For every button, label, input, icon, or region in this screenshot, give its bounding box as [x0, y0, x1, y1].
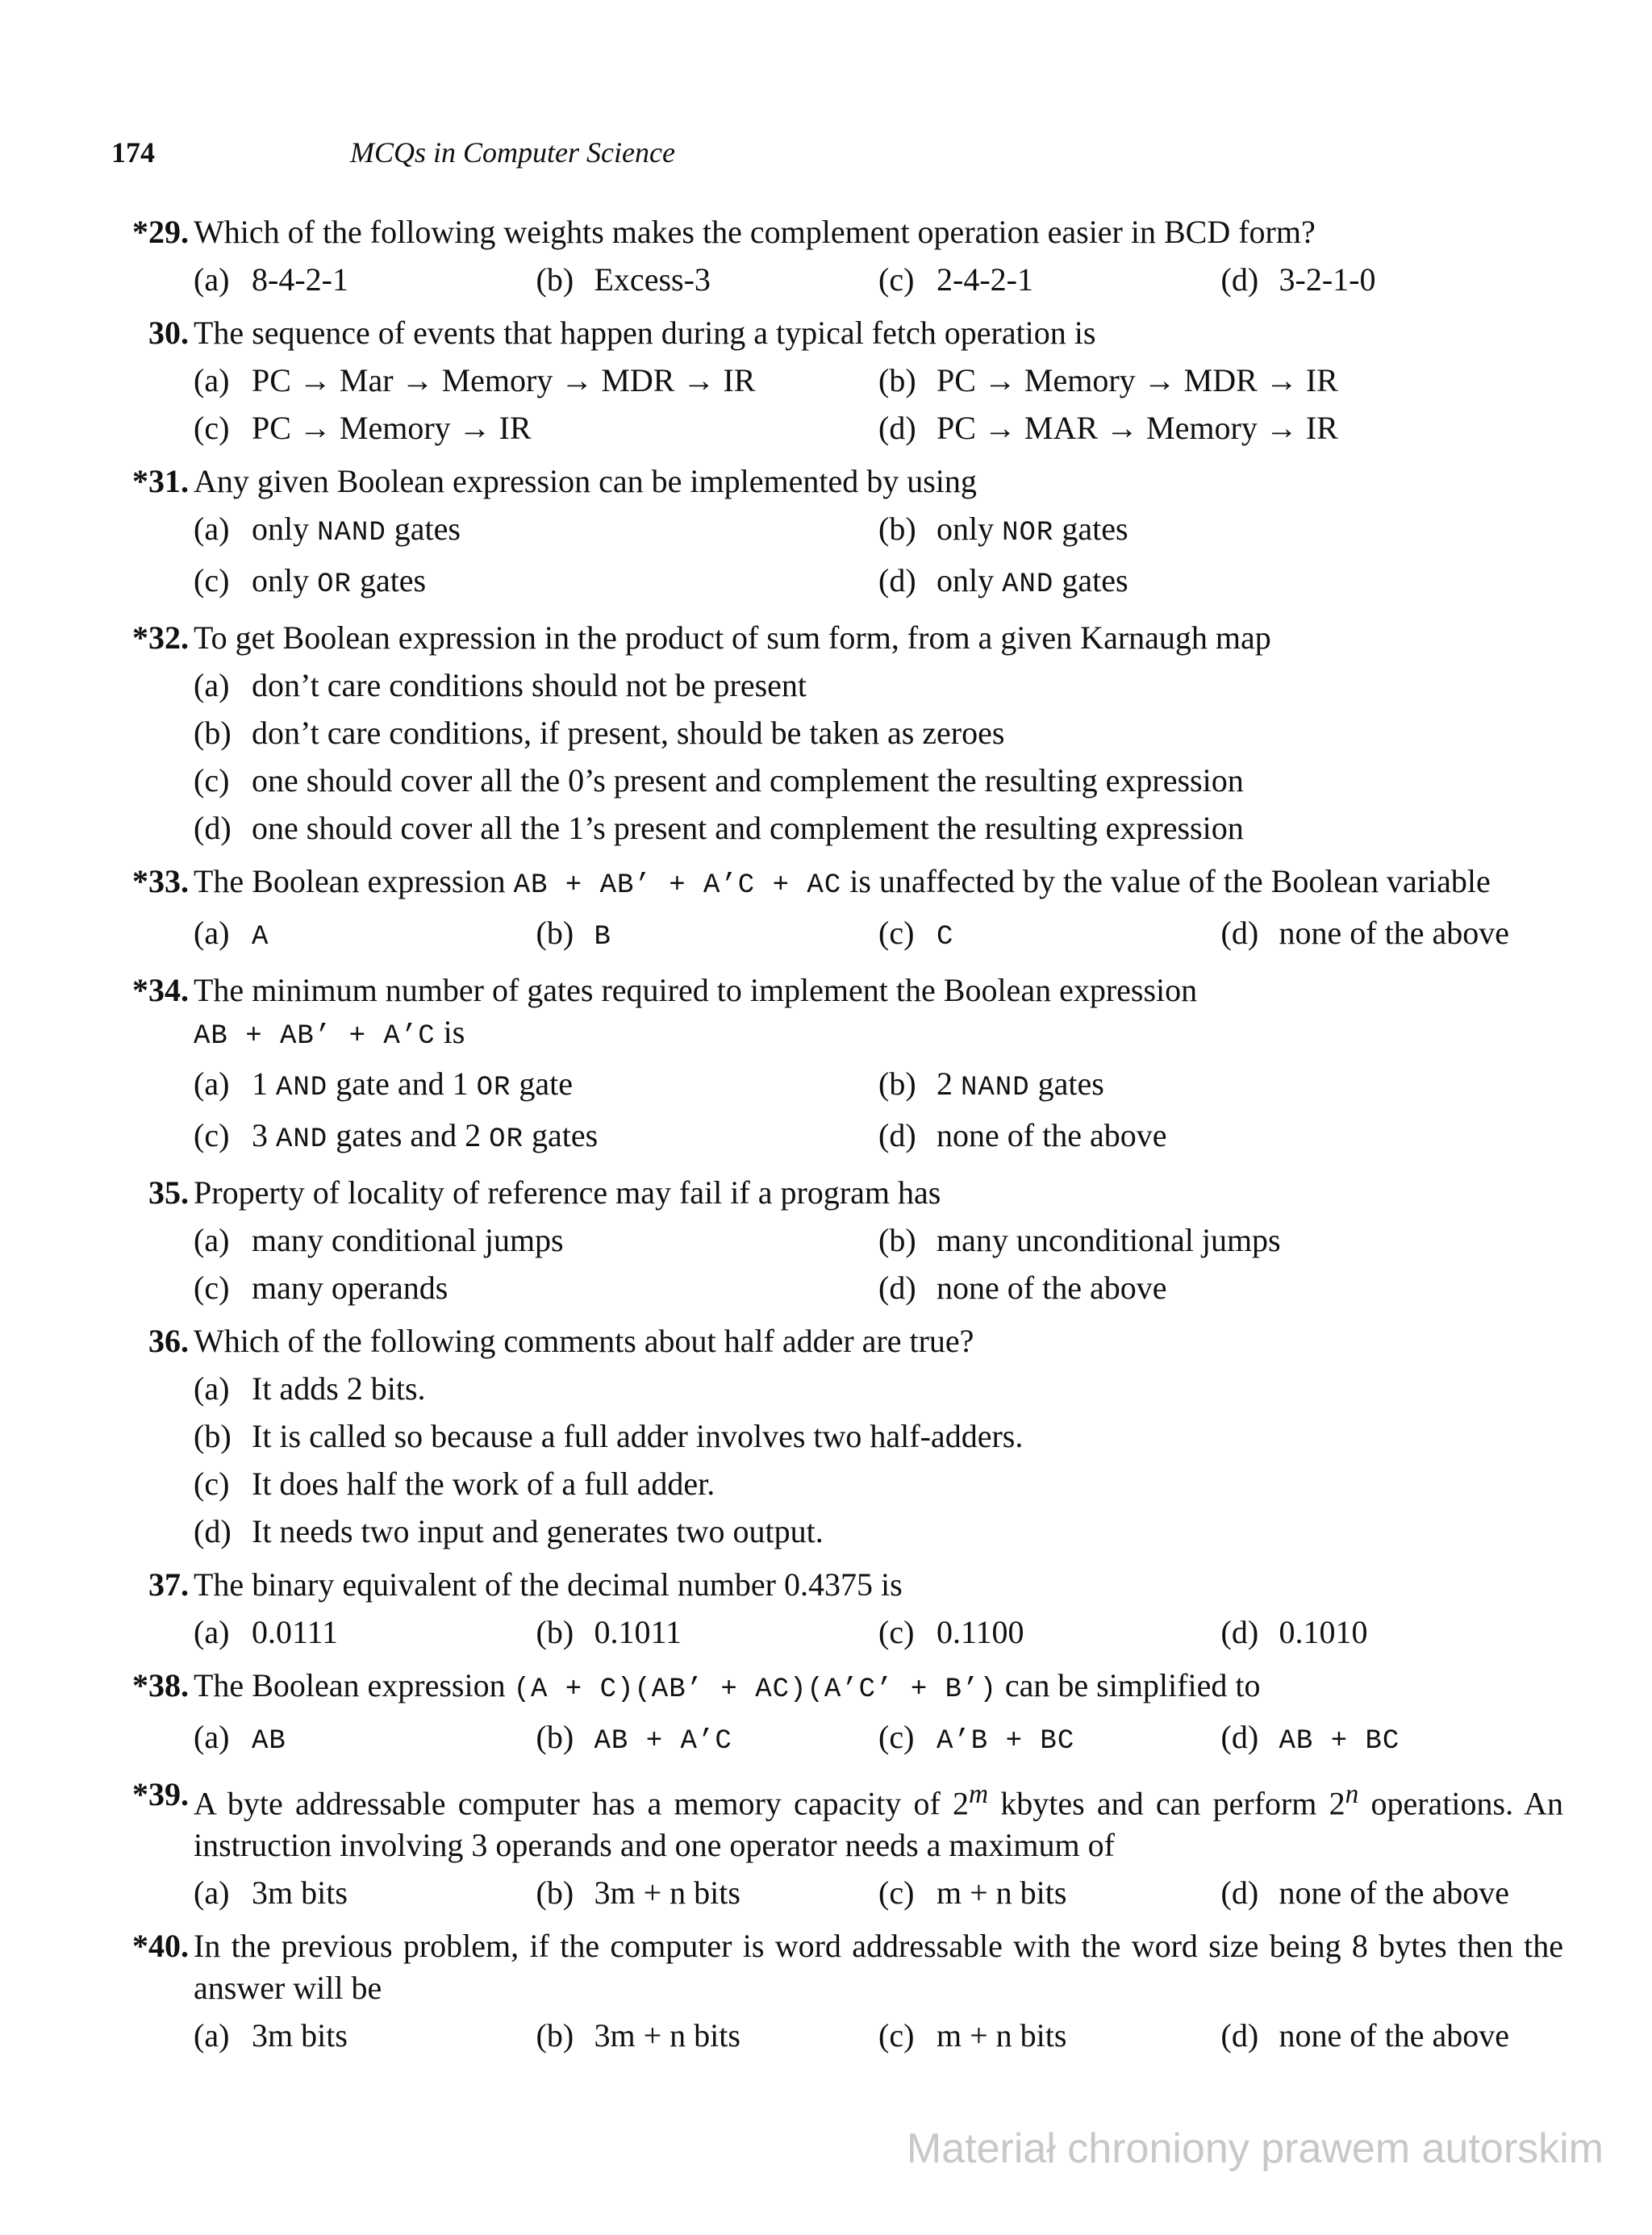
option-label: (b): [878, 362, 916, 398]
option-label: (a): [194, 1222, 230, 1258]
option-text: B: [594, 922, 611, 953]
option-label: (a): [194, 915, 230, 951]
option-b: [536, 1716, 879, 1762]
option-text: Excess-3: [594, 261, 711, 298]
stem-text: The Boolean expression: [194, 863, 514, 899]
option-text: gate: [511, 1065, 574, 1102]
option-text: 0.0111: [252, 1614, 339, 1650]
option-b: [536, 1872, 879, 1914]
question-stem: [194, 1665, 1563, 1711]
option-label: (b): [536, 1614, 574, 1650]
option-text: none of the above: [1279, 915, 1509, 951]
option-list: [194, 360, 1563, 455]
option-label: (c): [878, 1614, 915, 1650]
option-label: (b): [536, 915, 574, 951]
option-text: only: [937, 511, 1003, 547]
option-b: [878, 360, 1563, 402]
question-stem: [194, 1774, 1563, 1866]
option-list: [194, 259, 1563, 306]
option-a: [194, 1220, 878, 1261]
question-38: [111, 1665, 1563, 1768]
option-d: [1221, 912, 1564, 958]
option-a: [194, 912, 536, 958]
gate-name: NAND: [961, 1073, 1030, 1103]
option-text: many conditional jumps: [252, 1222, 564, 1258]
option-label: (a): [194, 2017, 230, 2054]
option-c: [194, 760, 1563, 802]
option-list: [194, 1220, 1563, 1315]
option-d: [878, 1267, 1563, 1309]
option-label: (d): [194, 1513, 232, 1549]
question-stem: In the previous problem, if the computer is word addressable with the word size being 8 bytes then the answer will be: [194, 1928, 1563, 2007]
option-text: AB + A’C: [594, 1726, 732, 1757]
option-text: 2: [937, 1065, 961, 1102]
option-label: (b): [536, 261, 574, 298]
option-list: [194, 1612, 1563, 1659]
option-c: [878, 1612, 1221, 1653]
option-d: [1221, 259, 1564, 301]
stem-text: A byte addressable computer has a memory capacity of 2: [194, 1785, 969, 1822]
option-list: [194, 1716, 1563, 1768]
question-number: 36.: [148, 1323, 189, 1359]
option-a: [194, 1063, 878, 1109]
option-c: [194, 1463, 1563, 1505]
option-list: [194, 508, 1563, 611]
stem-text: is unaffected by the value of the Boolean variable: [841, 863, 1491, 899]
option-label: (a): [194, 1874, 230, 1912]
gate-name: NAND: [317, 518, 386, 548]
exponent: m: [968, 1779, 989, 1809]
question-number: *34.: [132, 972, 189, 1008]
option-text: It needs two input and generates two output.: [252, 1513, 824, 1549]
question-stem: The binary equivalent of the decimal number 0.4375 is: [194, 1566, 903, 1603]
option-text: none of the above: [1279, 1874, 1509, 1912]
option-text: one should cover all the 1’s present and complement the resulting expression: [252, 810, 1244, 846]
option-label: (d): [1220, 915, 1259, 951]
question-stem: [194, 861, 1563, 907]
option-label: (b): [536, 1719, 574, 1755]
option-label: (c): [194, 1270, 230, 1306]
option-text: It is called so because a full adder involves two half-adders.: [252, 1418, 1024, 1454]
option-label: (c): [878, 1874, 915, 1912]
option-text: 8-4-2-1: [252, 261, 348, 298]
option-a: [194, 508, 878, 554]
question-list: [111, 211, 1563, 2068]
option-text: 3m + n bits: [594, 2017, 740, 2054]
option-label: (b): [878, 511, 916, 547]
option-b: [536, 2015, 879, 2057]
option-label: (b): [878, 1065, 916, 1102]
gate-name: AND: [1002, 569, 1054, 600]
page-header: [111, 136, 675, 169]
option-a: [194, 259, 536, 301]
option-label: (c): [194, 562, 230, 598]
option-label: (d): [1220, 1614, 1259, 1650]
option-d: [878, 407, 1563, 449]
option-text: don’t care conditions, if present, should be taken as zeroes: [252, 715, 1005, 751]
option-list: [194, 912, 1563, 964]
question-number: *39.: [132, 1776, 189, 1812]
question-35: [111, 1172, 1563, 1315]
option-list: [194, 1872, 1563, 1920]
option-c: [878, 2015, 1221, 2057]
option-d: [1221, 1612, 1564, 1653]
question-stem: The sequence of events that happen during a typical fetch operation is: [194, 315, 1096, 351]
option-c: [194, 1267, 878, 1309]
question-number: 37.: [148, 1566, 189, 1603]
option-d: [194, 1511, 1563, 1553]
option-text: one should cover all the 0’s present and complement the resulting expression: [252, 762, 1244, 799]
option-text: only: [937, 562, 1003, 598]
option-label: (b): [536, 2017, 574, 2054]
option-label: (b): [878, 1222, 916, 1258]
option-c: [194, 407, 878, 449]
question-stem: Property of locality of reference may fail if a program has: [194, 1174, 941, 1211]
option-b: [194, 1416, 1563, 1457]
option-label: (c): [878, 915, 915, 951]
question-stem: To get Boolean expression in the product of sum form, from a given Karnaugh map: [194, 619, 1271, 656]
question-39: [111, 1774, 1563, 1920]
option-label: (d): [1220, 1874, 1259, 1912]
question-stem: Any given Boolean expression can be implemented by using: [194, 463, 977, 499]
option-text: PC → Memory → MDR → IR: [937, 362, 1338, 398]
question-number: 30.: [148, 315, 189, 351]
question-number: *32.: [132, 619, 189, 656]
option-text: AB + BC: [1279, 1726, 1400, 1757]
option-label: (b): [536, 1874, 574, 1912]
question-33: [111, 861, 1563, 964]
copyright-watermark: Materiał chroniony prawem autorskim: [906, 2125, 1604, 2172]
option-text: gate and 1: [327, 1065, 477, 1102]
option-label: (a): [194, 1614, 230, 1650]
option-text: 0.1011: [594, 1614, 682, 1650]
question-number: *29.: [132, 214, 189, 250]
option-label: (c): [194, 410, 230, 446]
stem-text: is: [435, 1014, 465, 1050]
option-text: many unconditional jumps: [937, 1222, 1281, 1258]
stem-text: The Boolean expression: [194, 1667, 514, 1703]
gate-name: AND: [276, 1124, 328, 1155]
question-stem: [194, 969, 1563, 1057]
option-label: (a): [194, 1065, 230, 1102]
option-text: gates and 2: [327, 1117, 490, 1153]
option-text: A: [252, 922, 269, 953]
question-number: *40.: [132, 1928, 189, 1965]
option-text: none of the above: [1279, 2017, 1509, 2054]
question-34: [111, 969, 1563, 1166]
option-label: (d): [1220, 1719, 1259, 1755]
option-c: [878, 1716, 1221, 1762]
option-label: (a): [194, 362, 230, 398]
question-37: [111, 1564, 1563, 1659]
option-c: [878, 912, 1221, 958]
option-text: none of the above: [937, 1270, 1167, 1306]
option-b: [878, 1063, 1563, 1109]
option-a: [194, 1368, 1563, 1410]
question-number: *31.: [132, 463, 189, 499]
option-text: gates: [1053, 562, 1128, 598]
option-label: (d): [1220, 261, 1259, 298]
option-a: [194, 2015, 536, 2057]
option-label: (c): [878, 2017, 915, 2054]
boolean-expression: AB + AB’ + A’C: [194, 1021, 436, 1052]
option-label: (b): [194, 715, 232, 751]
option-label: (d): [878, 410, 916, 446]
option-text: 3-2-1-0: [1279, 261, 1376, 298]
option-text: A’B + BC: [937, 1726, 1075, 1757]
question-number: 35.: [148, 1174, 189, 1211]
option-text: PC → Memory → IR: [252, 410, 532, 446]
option-text: 1: [252, 1065, 276, 1102]
boolean-expression: (A + C)(AB’ + AC)(A’C’ + B’): [513, 1674, 997, 1705]
option-b: [536, 912, 879, 958]
option-text: PC → Mar → Memory → MDR → IR: [252, 362, 756, 398]
option-text: PC → MAR → Memory → IR: [937, 410, 1338, 446]
option-c: [878, 259, 1221, 301]
page-number: 174: [111, 136, 155, 169]
option-text: only: [252, 511, 318, 547]
option-d: [878, 560, 1563, 606]
question-stem: Which of the following weights makes the complement operation easier in BCD form?: [194, 214, 1316, 250]
option-label: (c): [194, 762, 230, 799]
question-stem: Which of the following comments about half adder are true?: [194, 1323, 974, 1359]
option-label: (a): [194, 511, 230, 547]
option-text: only: [252, 562, 318, 598]
boolean-expression: AB + AB’ + A’C + AC: [513, 870, 842, 901]
option-list: [194, 1368, 1563, 1558]
option-text: gates: [1053, 511, 1128, 547]
stem-text: operations. An instruction involving 3 operands and one operator needs a maximum of: [194, 1785, 1563, 1864]
option-label: (a): [194, 1370, 230, 1407]
option-d: [194, 807, 1563, 849]
option-c: [194, 1115, 878, 1161]
gate-name: NOR: [1002, 518, 1054, 548]
option-text: 3: [252, 1117, 276, 1153]
option-text: 3m + n bits: [594, 1874, 740, 1912]
option-b: [536, 259, 879, 301]
stem-text: The minimum number of gates required to implement the Boolean expression: [194, 972, 1198, 1008]
gate-name: OR: [489, 1124, 524, 1155]
option-list: [194, 665, 1563, 855]
option-d: [1221, 1716, 1564, 1762]
option-label: (d): [878, 1270, 916, 1306]
option-text: C: [937, 922, 954, 953]
question-31: [111, 461, 1563, 611]
option-b: [878, 1220, 1563, 1261]
gate-name: OR: [476, 1073, 511, 1103]
option-c: [194, 560, 878, 606]
option-list: [194, 1063, 1563, 1166]
option-text: AB: [252, 1726, 286, 1757]
stem-text: kbytes and can perform 2: [988, 1785, 1345, 1822]
option-text: 3m bits: [252, 2017, 348, 2054]
option-text: m + n bits: [937, 2017, 1067, 2054]
option-a: [194, 665, 1563, 707]
option-label: (a): [194, 261, 230, 298]
option-text: 0.1010: [1279, 1614, 1368, 1650]
book-title: MCQs in Computer Science: [350, 136, 675, 169]
option-label: (c): [878, 1719, 915, 1755]
option-a: [194, 1872, 536, 1914]
option-text: none of the above: [937, 1117, 1167, 1153]
option-label: (c): [194, 1466, 230, 1502]
gate-name: AND: [276, 1073, 328, 1103]
option-a: [194, 360, 878, 402]
exponent: n: [1345, 1779, 1359, 1809]
question-30: [111, 312, 1563, 455]
option-label: (d): [194, 810, 232, 846]
question-36: [111, 1320, 1563, 1558]
option-text: 2-4-2-1: [937, 261, 1033, 298]
option-text: don’t care conditions should not be present: [252, 667, 807, 703]
option-label: (b): [194, 1418, 232, 1454]
option-label: (d): [878, 1117, 916, 1153]
option-text: gates: [351, 562, 427, 598]
option-text: gates: [523, 1117, 599, 1153]
option-d: [1221, 1872, 1564, 1914]
option-text: m + n bits: [937, 1874, 1067, 1912]
option-text: gates: [386, 511, 461, 547]
option-d: [878, 1115, 1563, 1161]
question-29: [111, 211, 1563, 306]
option-list: [194, 2015, 1563, 2062]
option-label: (c): [194, 1117, 230, 1153]
question-number: *38.: [132, 1667, 189, 1703]
option-text: 3m bits: [252, 1874, 348, 1912]
option-text: many operands: [252, 1270, 448, 1306]
option-label: (d): [878, 562, 916, 598]
option-text: It adds 2 bits.: [252, 1370, 426, 1407]
option-label: (a): [194, 1719, 230, 1755]
option-b: [878, 508, 1563, 554]
option-label: (d): [1220, 2017, 1259, 2054]
question-40: [111, 1925, 1563, 2062]
gate-name: OR: [317, 569, 352, 600]
option-label: (c): [878, 261, 915, 298]
option-a: [194, 1716, 536, 1762]
option-text: 0.1100: [937, 1614, 1024, 1650]
option-b: [536, 1612, 879, 1653]
question-32: [111, 617, 1563, 855]
option-text: gates: [1029, 1065, 1104, 1102]
option-label: (a): [194, 667, 230, 703]
question-number: *33.: [132, 863, 189, 899]
option-c: [878, 1872, 1221, 1914]
option-d: [1221, 2015, 1564, 2057]
option-b: [194, 712, 1563, 754]
stem-text: can be simplified to: [996, 1667, 1261, 1703]
option-text: It does half the work of a full adder.: [252, 1466, 715, 1502]
option-a: [194, 1612, 536, 1653]
